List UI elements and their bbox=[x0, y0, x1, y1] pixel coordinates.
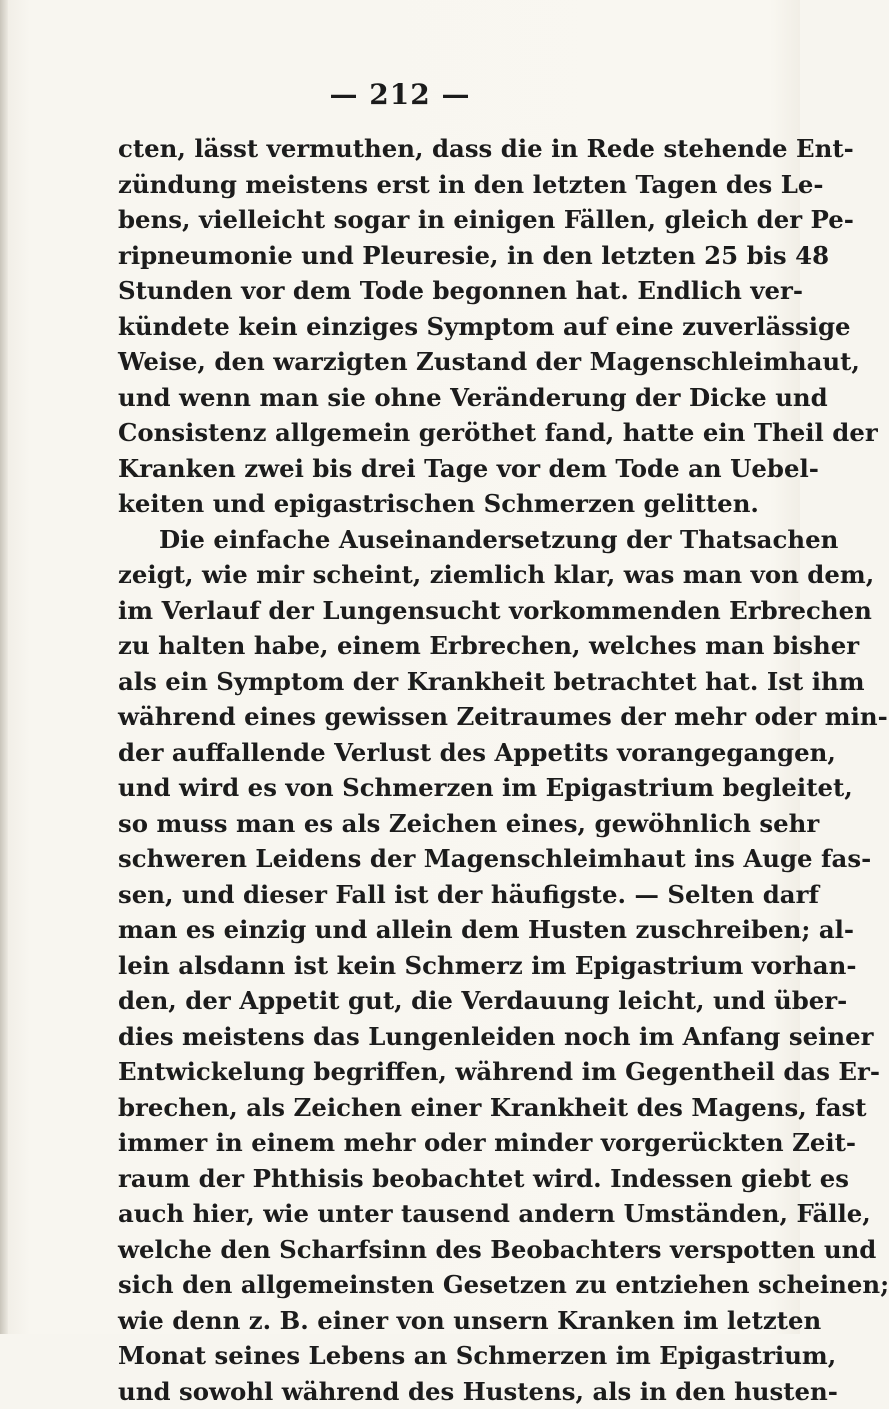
text-line: auch hier, wie unter tausend andern Umständen, Fälle, bbox=[118, 1196, 764, 1232]
text-line: zu halten habe, einem Erbrechen, welches man bisher bbox=[118, 628, 764, 664]
text-line: und wird es von Schmerzen im Epigastrium begleitet, bbox=[118, 770, 764, 806]
body-text bbox=[118, 131, 764, 1409]
text-line: sen, und dieser Fall ist der häufigste. — Selten darf bbox=[118, 877, 764, 913]
text-line: cten, lässt vermuthen, dass die in Rede stehende Ent- bbox=[118, 131, 764, 167]
text-line: keiten und epigastrischen Schmerzen gelitten. bbox=[118, 486, 764, 522]
text-line: ripneumonie und Pleuresie, in den letzten 25 bis 48 bbox=[118, 238, 764, 274]
text-line: raum der Phthisis beobachtet wird. Indessen giebt es bbox=[118, 1161, 764, 1197]
text-line: zeigt, wie mir scheint, ziemlich klar, was man von dem, bbox=[118, 557, 764, 593]
binding-edge bbox=[0, 0, 8, 1334]
text-line: als ein Symptom der Krankheit betrachtet hat. Ist ihm bbox=[118, 664, 764, 700]
text-line: Monat seines Lebens an Schmerzen im Epigastrium, bbox=[118, 1338, 764, 1374]
text-line: den, der Appetit gut, die Verdauung leicht, und über- bbox=[118, 983, 764, 1019]
text-line: im Verlauf der Lungensucht vorkommenden Erbrechen bbox=[118, 593, 764, 629]
text-line: Die einfache Auseinandersetzung der Thatsachen bbox=[118, 522, 764, 558]
page-number: — 212 — bbox=[0, 78, 800, 111]
text-line: brechen, als Zeichen einer Krankheit des Magens, fast bbox=[118, 1090, 764, 1126]
text-line: zündung meistens erst in den letzten Tagen des Le- bbox=[118, 167, 764, 203]
text-line: Kranken zwei bis drei Tage vor dem Tode an Uebel- bbox=[118, 451, 764, 487]
text-line: bens, vielleicht sogar in einigen Fällen, gleich der Pe- bbox=[118, 202, 764, 238]
text-line: Consistenz allgemein geröthet fand, hatte ein Theil der bbox=[118, 415, 764, 451]
text-line: und wenn man sie ohne Veränderung der Dicke und bbox=[118, 380, 764, 416]
text-line: Weise, den warzigten Zustand der Magenschleimhaut, bbox=[118, 344, 764, 380]
text-line: dies meistens das Lungenleiden noch im Anfang seiner bbox=[118, 1019, 764, 1055]
text-line: und sowohl während des Hustens, als in den husten- bbox=[118, 1374, 764, 1409]
text-line: sich den allgemeinsten Gesetzen zu entziehen scheinen; bbox=[118, 1267, 764, 1303]
text-line: schweren Leidens der Magenschleimhaut ins Auge fas- bbox=[118, 841, 764, 877]
text-line: wie denn z. B. einer von unsern Kranken im letzten bbox=[118, 1303, 764, 1339]
text-line: welche den Scharfsinn des Beobachters verspotten und bbox=[118, 1232, 764, 1268]
text-line: Entwickelung begriffen, während im Gegentheil das Er- bbox=[118, 1054, 764, 1090]
text-line: immer in einem mehr oder minder vorgerückten Zeit- bbox=[118, 1125, 764, 1161]
text-line: lein alsdann ist kein Schmerz im Epigastrium vorhan- bbox=[118, 948, 764, 984]
text-line: kündete kein einziges Symptom auf eine zuverlässige bbox=[118, 309, 764, 345]
text-line: der auffallende Verlust des Appetits vorangegangen, bbox=[118, 735, 764, 771]
text-line: während eines gewissen Zeitraumes der mehr oder min- bbox=[118, 699, 764, 735]
text-line: so muss man es als Zeichen eines, gewöhnlich sehr bbox=[118, 806, 764, 842]
text-line: man es einzig und allein dem Husten zuschreiben; al- bbox=[118, 912, 764, 948]
text-line: Stunden vor dem Tode begonnen hat. Endlich ver- bbox=[118, 273, 764, 309]
